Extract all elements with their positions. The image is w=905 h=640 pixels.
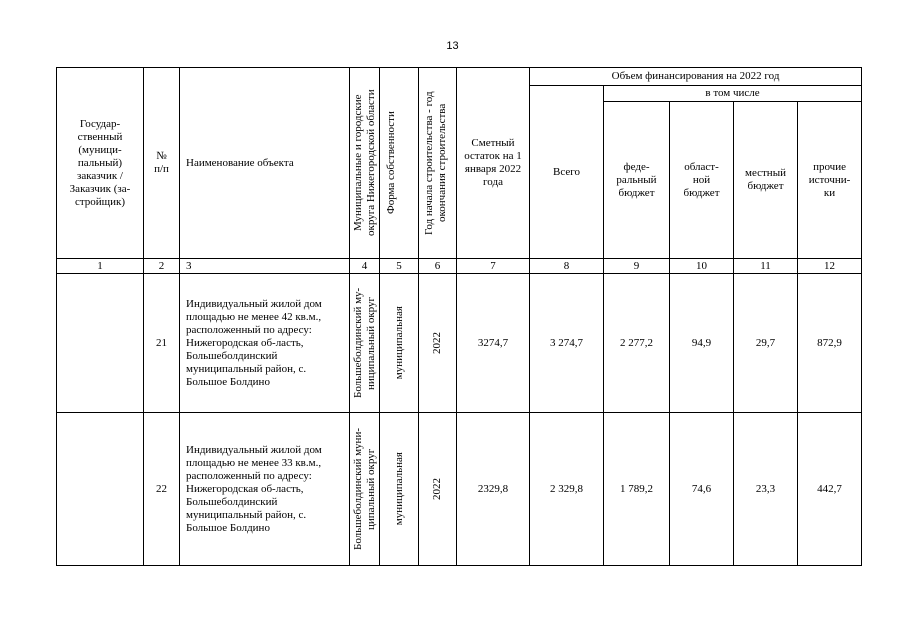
- row-total: 2 329,8: [530, 413, 604, 566]
- col-number: 2: [144, 259, 180, 274]
- row-object-name: Индивидуальный жилой дом площадью не менее 42 кв.м., расположенный по адресу: Нижегородская об-ласть, Большеболдинский муниципальный район, с. Большое Болдино: [180, 274, 350, 413]
- row-estimate: 2329,8: [457, 413, 530, 566]
- header-ownership: Форма собственности: [380, 68, 419, 259]
- header-local: местный бюджет: [734, 102, 798, 259]
- row-customer: [57, 274, 144, 413]
- header-num: № п/п: [144, 68, 180, 259]
- row-regional: 74,6: [670, 413, 734, 566]
- col-number: 4: [350, 259, 380, 274]
- col-number: 10: [670, 259, 734, 274]
- row-years: 2022: [419, 274, 457, 413]
- header-row-1: [57, 68, 862, 86]
- funding-table: [56, 67, 862, 566]
- header-total: Всего: [530, 86, 604, 259]
- col-number: 6: [419, 259, 457, 274]
- row-other: 872,9: [798, 274, 862, 413]
- row-customer: [57, 413, 144, 566]
- row-municipality: Большеболдинский му-ниципальный округ: [350, 274, 380, 413]
- header-funding-group: Объем финансирования на 2022 год: [530, 68, 862, 86]
- table-row: [57, 274, 862, 413]
- table-row: [57, 413, 862, 566]
- col-number: 5: [380, 259, 419, 274]
- header-object-name: Наименование объекта: [180, 68, 350, 259]
- row-total: 3 274,7: [530, 274, 604, 413]
- row-local: 23,3: [734, 413, 798, 566]
- row-municipality: Большеболдинский муни-ципальный округ: [350, 413, 380, 566]
- col-number: 12: [798, 259, 862, 274]
- header-other: прочие источни-ки: [798, 102, 862, 259]
- row-object-name: Индивидуальный жилой дом площадью не менее 33 кв.м., расположенный по адресу: Нижегородская об-ласть, Большеболдинский муниципальный район, с. Большое Болдино: [180, 413, 350, 566]
- row-num: 21: [144, 274, 180, 413]
- row-ownership: муниципальная: [380, 274, 419, 413]
- col-number: 1: [57, 259, 144, 274]
- row-ownership: муниципальная: [380, 413, 419, 566]
- column-number-row: [57, 259, 862, 274]
- row-other: 442,7: [798, 413, 862, 566]
- header-federal: феде-ральный бюджет: [604, 102, 670, 259]
- header-customer: Государ-ственный (муници-пальный) заказчик / Заказчик (за-стройщик): [57, 68, 144, 259]
- row-regional: 94,9: [670, 274, 734, 413]
- col-number: 11: [734, 259, 798, 274]
- header-municipality: Муниципальные и городские округа Нижегородской области: [350, 68, 380, 259]
- header-estimate: Сметный остаток на 1 января 2022 года: [457, 68, 530, 259]
- col-number: 9: [604, 259, 670, 274]
- col-number: 8: [530, 259, 604, 274]
- row-num: 22: [144, 413, 180, 566]
- col-number: 7: [457, 259, 530, 274]
- row-local: 29,7: [734, 274, 798, 413]
- col-number: 3: [180, 259, 350, 274]
- row-federal: 2 277,2: [604, 274, 670, 413]
- header-years: Год начала строительства - год окончания строительства: [419, 68, 457, 259]
- row-estimate: 3274,7: [457, 274, 530, 413]
- header-regional: област-ной бюджет: [670, 102, 734, 259]
- row-federal: 1 789,2: [604, 413, 670, 566]
- page-number: 13: [446, 40, 459, 52]
- header-including: в том числе: [604, 86, 862, 102]
- row-years: 2022: [419, 413, 457, 566]
